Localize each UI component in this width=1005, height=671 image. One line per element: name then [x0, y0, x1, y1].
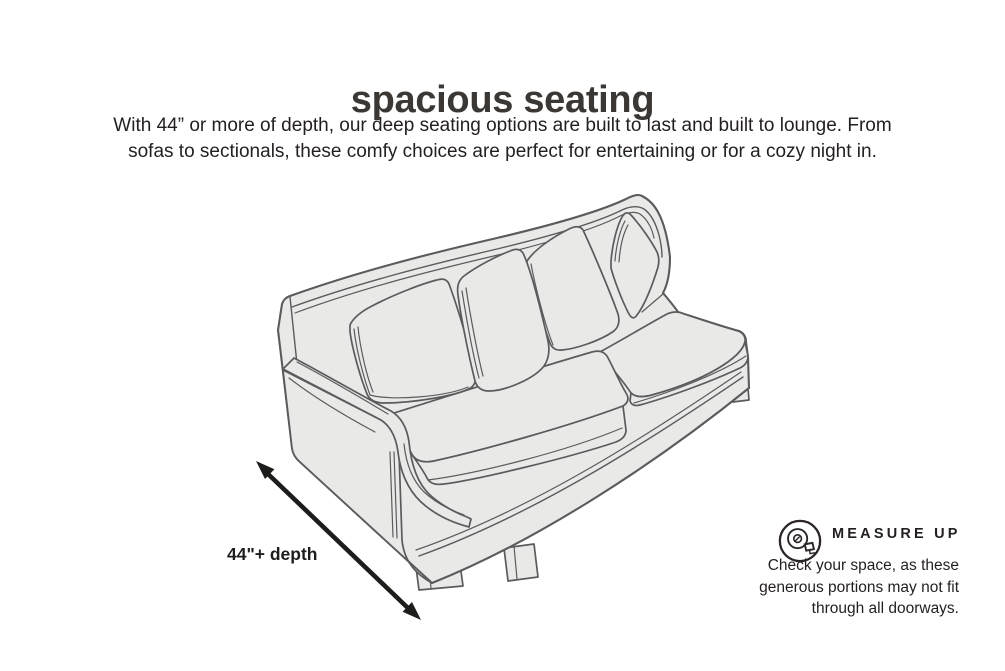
- caption-line-1: Check your space, as these: [767, 557, 959, 574]
- caption-line-3: through all doorways.: [811, 600, 959, 617]
- subtitle-line-1: With 44” or more of depth, our deep seating options are built to last and built to lounge. From: [113, 115, 892, 136]
- page-title: spacious seating: [350, 79, 655, 122]
- measure-up-heading: MEASURE UP: [832, 526, 961, 542]
- sofa-foot-front-mid: [504, 544, 538, 581]
- depth-dimension-label: 44"+ depth: [227, 544, 318, 564]
- subtitle-line-2: sofas to sectionals, these comfy choices are perfect for entertaining or for a cozy night in.: [128, 141, 877, 162]
- measure-up-caption: [729, 555, 959, 620]
- caption-line-2: generous portions may not fit: [759, 578, 959, 596]
